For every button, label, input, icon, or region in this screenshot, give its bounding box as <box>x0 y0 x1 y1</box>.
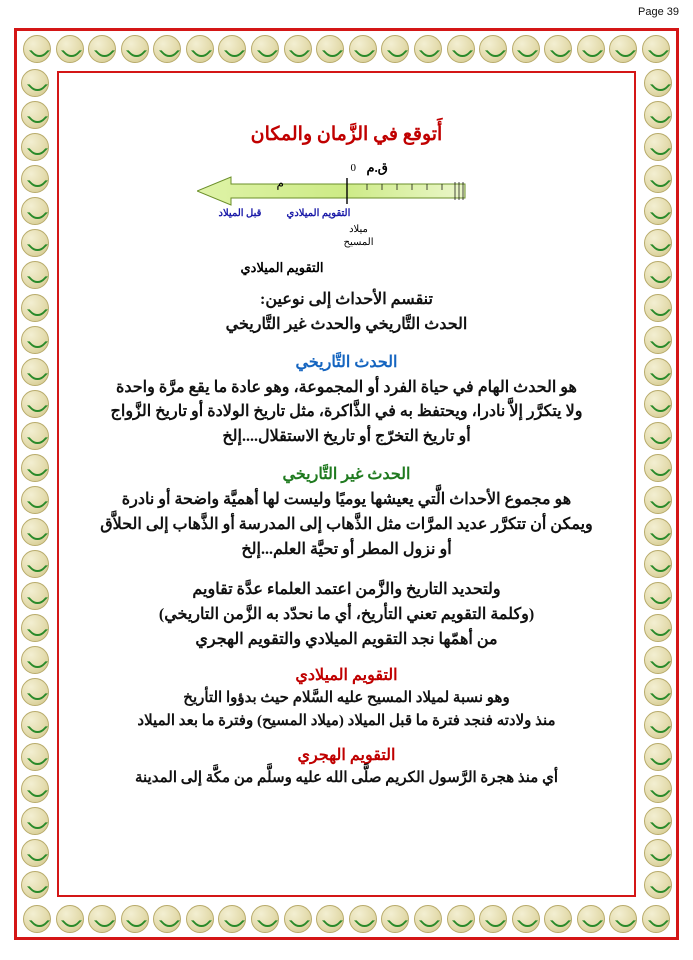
decorative-bead-icon <box>218 905 246 933</box>
decorative-bead-icon <box>479 905 507 933</box>
decorative-bead-icon <box>21 839 49 867</box>
decorative-bead-icon <box>21 711 49 739</box>
decorative-bead-icon <box>21 550 49 578</box>
decorative-bead-icon <box>644 678 672 706</box>
gregorian-calendar-heading: التقويم الميلادي <box>295 666 398 684</box>
bead-col-left <box>21 69 49 899</box>
decorative-bead-icon <box>447 905 475 933</box>
decorative-bead-icon <box>218 35 246 63</box>
timeline-before-birth-label: قبل الميلاد <box>218 208 262 219</box>
hijri-calendar-line-1: أي منذ هجرة الرَّسول الكريم صلَّى الله عليه وسلَّم من مكَّة إلى المدينة <box>134 770 559 787</box>
bead-col-right <box>644 69 672 899</box>
decorative-bead-icon <box>21 133 49 161</box>
decorative-bead-icon <box>21 69 49 97</box>
decorative-bead-icon <box>644 743 672 771</box>
decorative-bead-icon <box>644 261 672 289</box>
decorative-bead-icon <box>21 390 49 418</box>
calendars-intro-line-1: ولتحديد التاريخ والزَّمن اعتمد العلماء عدَّة تقاويم <box>192 581 501 599</box>
section-non-historic-event-line-3: أو نزول المطر أو تحيَّة العلم...إلخ <box>241 540 452 558</box>
decorative-bead-icon <box>512 905 540 933</box>
timeline-arrow-icon <box>197 176 467 206</box>
decorative-bead-icon <box>447 35 475 63</box>
decorative-bead-icon <box>644 390 672 418</box>
decorative-bead-icon <box>609 35 637 63</box>
decorative-bead-icon <box>479 35 507 63</box>
decorative-bead-icon <box>186 35 214 63</box>
decorative-bead-icon <box>21 582 49 610</box>
decorative-bead-icon <box>121 905 149 933</box>
decorative-bead-icon <box>21 871 49 899</box>
decorative-bead-icon <box>121 35 149 63</box>
timeline-caption: التقويم الميلادي <box>240 260 324 275</box>
decorative-bead-icon <box>644 550 672 578</box>
decorative-bead-icon <box>644 69 672 97</box>
decorative-bead-icon <box>21 518 49 546</box>
page-title: أَتوقع في الزَّمان والمكان <box>250 124 443 145</box>
section-historic-event-heading: الحدث التَّاريخي <box>295 353 398 371</box>
calendars-intro-block <box>77 578 616 652</box>
decorative-bead-icon <box>644 582 672 610</box>
decorative-bead-icon <box>21 807 49 835</box>
decorative-bead-icon <box>21 678 49 706</box>
decorative-bead-icon <box>644 807 672 835</box>
decorative-bead-icon <box>644 646 672 674</box>
decorative-bead-icon <box>88 35 116 63</box>
decorative-bead-icon <box>21 294 49 322</box>
decorative-bead-icon <box>577 35 605 63</box>
timeline-gregorian-label: التقويم الميلادي <box>286 208 351 219</box>
decorative-bead-icon <box>21 326 49 354</box>
decorative-bead-icon <box>644 775 672 803</box>
decorative-bead-icon <box>512 35 540 63</box>
section-non-historic-event-heading: الحدث غير التَّاريخي <box>282 465 411 483</box>
decorative-bead-icon <box>544 905 572 933</box>
intro-line-1: تنقسم الأحداث إلى نوعين: <box>260 291 433 308</box>
decorative-bead-icon <box>88 905 116 933</box>
decorative-bead-icon <box>644 101 672 129</box>
decorative-bead-icon <box>644 711 672 739</box>
decorative-bead-icon <box>381 35 409 63</box>
decorative-bead-icon <box>21 775 49 803</box>
gregorian-calendar-line-1: وهو نسبة لميلاد المسيح عليه السَّلام حيث بدؤوا التأريخ <box>183 689 510 706</box>
decorative-bead-icon <box>644 133 672 161</box>
decorative-bead-icon <box>644 229 672 257</box>
decorative-bead-icon <box>56 905 84 933</box>
decorative-bead-icon <box>349 905 377 933</box>
decorative-bead-icon <box>644 197 672 225</box>
timeline-birth-of-christ-label <box>337 224 381 249</box>
decorative-frame <box>14 28 679 940</box>
decorative-bead-icon <box>644 358 672 386</box>
decorative-bead-icon <box>414 905 442 933</box>
decorative-bead-icon <box>21 422 49 450</box>
decorative-bead-icon <box>316 35 344 63</box>
decorative-bead-icon <box>284 905 312 933</box>
section-historic-event <box>77 352 616 450</box>
decorative-bead-icon <box>186 905 214 933</box>
hijri-calendar-heading: التقويم الهجري <box>297 747 396 765</box>
decorative-bead-icon <box>21 486 49 514</box>
decorative-bead-icon <box>21 743 49 771</box>
decorative-bead-icon <box>21 101 49 129</box>
decorative-bead-icon <box>414 35 442 63</box>
page-number: Page 39 <box>638 6 679 18</box>
decorative-bead-icon <box>644 165 672 193</box>
calendars-intro-line-2: (وكلمة التقويم تعني التأريخ، أي ما نحدّد به الزَّمن التاريخي) <box>158 606 535 624</box>
decorative-bead-icon <box>644 614 672 642</box>
decorative-bead-icon <box>609 905 637 933</box>
decorative-bead-icon <box>644 422 672 450</box>
decorative-bead-icon <box>644 871 672 899</box>
decorative-bead-icon <box>316 905 344 933</box>
decorative-bead-icon <box>644 294 672 322</box>
gregorian-calendar-line-2: منذ ولادته فنجد فترة ما قبل الميلاد (ميلاد المسيح) وفترة ما بعد الميلاد <box>137 713 556 730</box>
decorative-bead-icon <box>21 229 49 257</box>
decorative-bead-icon <box>544 35 572 63</box>
decorative-bead-icon <box>644 326 672 354</box>
section-historic-event-line-2: ولا يتكرَّر إلاَّ نادرا، ويحتفظ به في الذَّاكرة، مثل تاريخ الولادة أو تاريخ الزَّواج <box>110 403 583 421</box>
section-historic-event-line-3: أو تاريخ التخرّج أو تاريخ الاستقلال....إلخ <box>222 428 471 446</box>
decorative-bead-icon <box>642 905 670 933</box>
decorative-bead-icon <box>644 454 672 482</box>
decorative-bead-icon <box>284 35 312 63</box>
decorative-bead-icon <box>153 905 181 933</box>
decorative-bead-icon <box>577 905 605 933</box>
decorative-bead-icon <box>153 35 181 63</box>
document-content <box>59 91 634 877</box>
timeline-birth-line1: ميلاد <box>349 224 368 235</box>
decorative-bead-icon <box>23 905 51 933</box>
decorative-bead-icon <box>21 646 49 674</box>
section-historic-event-line-1: هو الحدث الهام في حياة الفرد أو المجموعة، وهو عادة ما يقع مرَّة واحدة <box>116 378 577 396</box>
decorative-bead-icon <box>349 35 377 63</box>
decorative-bead-icon <box>23 35 51 63</box>
decorative-bead-icon <box>642 35 670 63</box>
bead-row-bottom <box>23 905 670 933</box>
timeline-bc-label: ق.م <box>366 160 388 175</box>
section-non-historic-event-line-1: هو مجموع الأحداث الَّتي يعيشها يوميًا وليست لها أهميَّة واضحة أو نادرة <box>121 490 572 508</box>
decorative-bead-icon <box>251 35 279 63</box>
decorative-bead-icon <box>21 197 49 225</box>
section-non-historic-event-line-2: ويمكن أن تتكرَّر عديد المرَّات مثل الذَّهاب إلى المدرسة أو الذَّهاب إلى الحلاَّق <box>100 515 593 533</box>
decorative-bead-icon <box>644 486 672 514</box>
section-non-historic-event <box>77 464 616 562</box>
decorative-bead-icon <box>21 614 49 642</box>
timeline-zero-label: 0 <box>350 162 356 174</box>
decorative-bead-icon <box>21 454 49 482</box>
section-gregorian-calendar <box>77 665 616 734</box>
section-hijri-calendar <box>77 745 616 790</box>
decorative-bead-icon <box>21 358 49 386</box>
decorative-bead-icon <box>251 905 279 933</box>
decorative-bead-icon <box>644 518 672 546</box>
timeline-ad-label: م <box>276 176 284 190</box>
intro-block <box>77 288 616 338</box>
timeline-birth-line2: المسيح <box>343 236 374 248</box>
calendars-intro-line-3: من أهمّها نجد التقويم الميلادي والتقويم الهجري <box>195 630 498 648</box>
decorative-bead-icon <box>381 905 409 933</box>
decorative-bead-icon <box>644 839 672 867</box>
decorative-bead-icon <box>21 261 49 289</box>
decorative-bead-icon <box>56 35 84 63</box>
timeline-diagram <box>197 160 497 282</box>
intro-line-2: الحدث التَّاريخي والحدث غير التَّاريخي <box>225 315 468 333</box>
bead-row-top <box>23 35 670 63</box>
decorative-bead-icon <box>21 165 49 193</box>
